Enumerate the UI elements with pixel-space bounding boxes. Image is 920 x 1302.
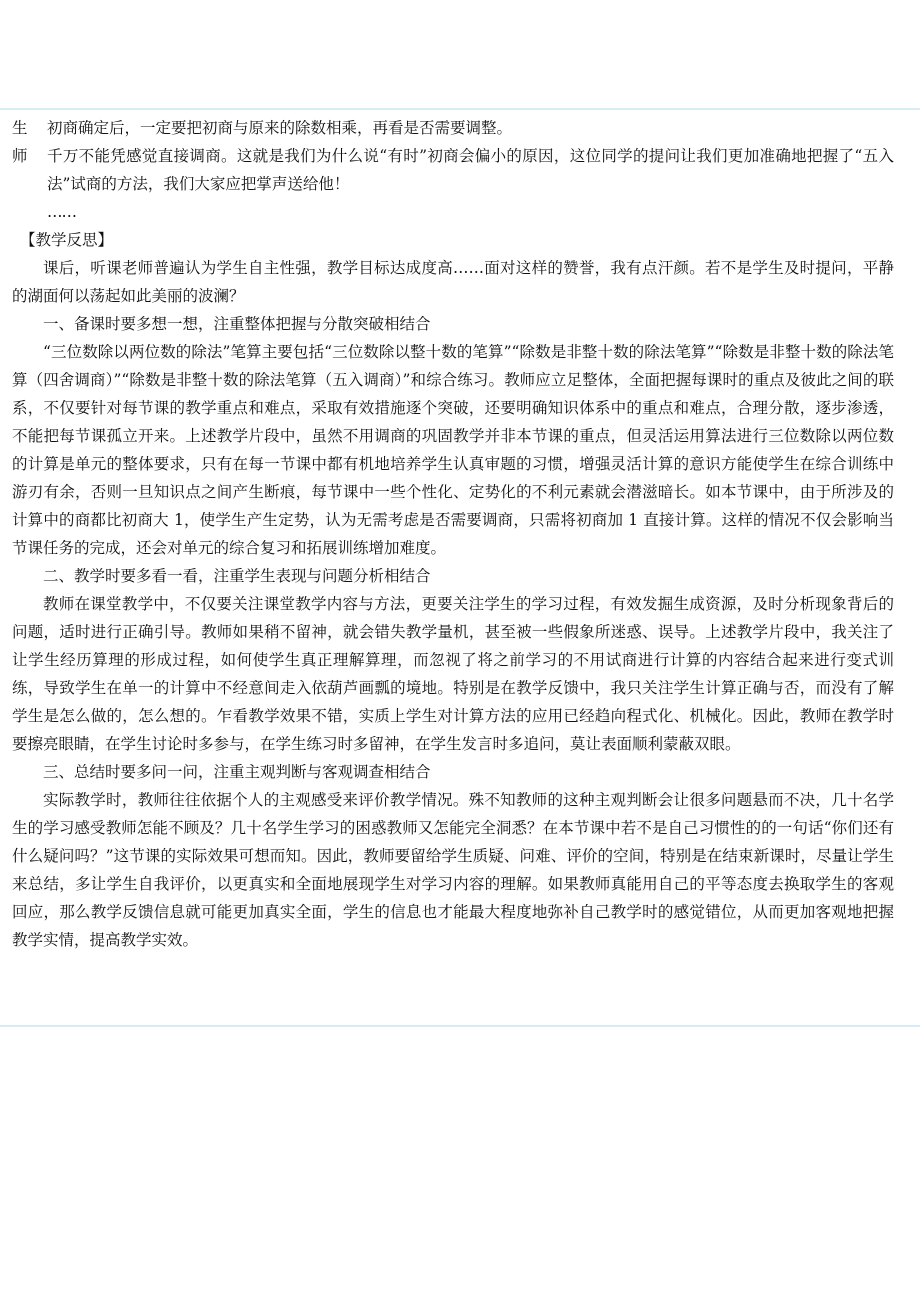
dialogue-text: 初商确定后，一定要把初商与原来的除数相乘，再看是否需要调整。	[47, 119, 513, 137]
speaker-label: 生	[12, 119, 28, 137]
section-body-2: 教师在课堂教学中，不仅要关注课堂教学内容与方法，更要关注学生的学习过程，有效发掘生成资源，及时分析现象背后的问题，适时进行正确引导。教师如果稍不留神，就会错失教学量机，甚至被一些假象所迷惑、误导。上述教学片段中，我关注了让学生经历算理的形成过程，如何使学生真正理解算理，而忽视了将之前学习的不用试商进行计算的内容结合起来进行变式训练，导致学生在单一的计算中不经意间走入依葫芦画瓢的境地。特别是在教学反馈中，我只关注学生计算正确与否，而没有了解学生是怎么做的，怎么想的。乍看教学效果不错，实质上学生对计算方法的应用已经趋向程式化、机械化。因此，教师在教学时要擦亮眼睛，在学生讨论时多参与，在学生练习时多留神，在学生发言时多追问，莫让表面顺利蒙蔽双眼。	[12, 595, 894, 753]
dialogue-line-student	[12, 114, 894, 142]
section-title-2: 二、教学时要多看一看，注重学生表现与问题分析相结合	[43, 567, 431, 585]
section-body-1: “三位数除以两位数的除法”笔算主要包括“三位数除以整十数的笔算”“除数是非整十数的除法笔算”“除数是非整十数的除法笔算（四舍调商）”“除数是非整十数的除法笔算（五入调商）”和综合练习。教师应立足整体，全面把握每课时的重点及彼此之间的联系，不仅要针对每节课的教学重点和难点，采取有效措施逐个突破，还要明确知识体系中的重点和难点，合理分散，逐步渗透，不能把每节课孤立开来。上述教学片段中，虽然不用调商的巩固教学并非本节课的重点，但灵活运用算法进行三位数除以两位数的计算是单元的整体要求，只有在每一节课中都有机地培养学生认真审题的习惯，增强灵活计算的意识方能使学生在综合训练中游刃有余，否则一旦知识点之间产生断痕，每节课中一些个性化、定势化的不利元素就会潜滋暗长。如本节课中，由于所涉及的计算中的商都比初商大 1，使学生产生定势，认为无需考虑是否需要调商，只需将初商加 1 直接计算。这样的情况不仅会影响当节课任务的完成，还会对单元的综合复习和拓展训练增加难度。	[12, 343, 894, 557]
speaker-label: 师	[12, 147, 28, 165]
top-divider	[0, 108, 920, 110]
section-title-1: 一、备课时要多想一想，注重整体把握与分散突破相结合	[43, 315, 431, 333]
dialogue-text: 千万不能凭感觉直接调商。这就是我们为什么说“有时”初商会偏小的原因，这位同学的提问让我们更加准确地把握了“五入法”试商的方法，我们大家应把掌声送给他！	[47, 147, 894, 193]
document-body	[12, 114, 894, 954]
dialogue-line-teacher	[12, 142, 894, 198]
section-body-3: 实际教学时，教师往往依据个人的主观感受来评价教学情况。殊不知教师的这种主观判断会让很多问题悬而不决，几十名学生的学习感受教师怎能不顾及？几十名学生学习的困惑教师又怎能完全洞悉？在本节课中若不是自己习惯性的的一句话“你们还有什么疑问吗？”这节课的实际效果可想而知。因此，教师要留给学生质疑、问难、评价的空间，特别是在结束新课时，尽量让学生来总结，多让学生自我评价，以更真实和全面地展现学生对学习内容的理解。如果教师真能用自己的平等态度去换取学生的客观回应，那么教学反馈信息就可能更加真实全面，学生的信息也才能最大程度地弥补自己教学时的感觉错位，从而更加客观地把握教学实情，提高教学实效。	[12, 791, 894, 949]
section-title-3: 三、总结时要多问一问，注重主观判断与客观调查相结合	[43, 763, 431, 781]
section-heading: 【教学反思】	[20, 231, 114, 249]
bottom-divider	[0, 1025, 920, 1027]
ellipsis: ……	[47, 203, 76, 221]
intro-paragraph: 课后，听课老师普遍认为学生自主性强，教学目标达成度高……面对这样的赞誉，我有点汗颜。若不是学生及时提问，平静的湖面何以荡起如此美丽的波澜？	[12, 259, 894, 305]
